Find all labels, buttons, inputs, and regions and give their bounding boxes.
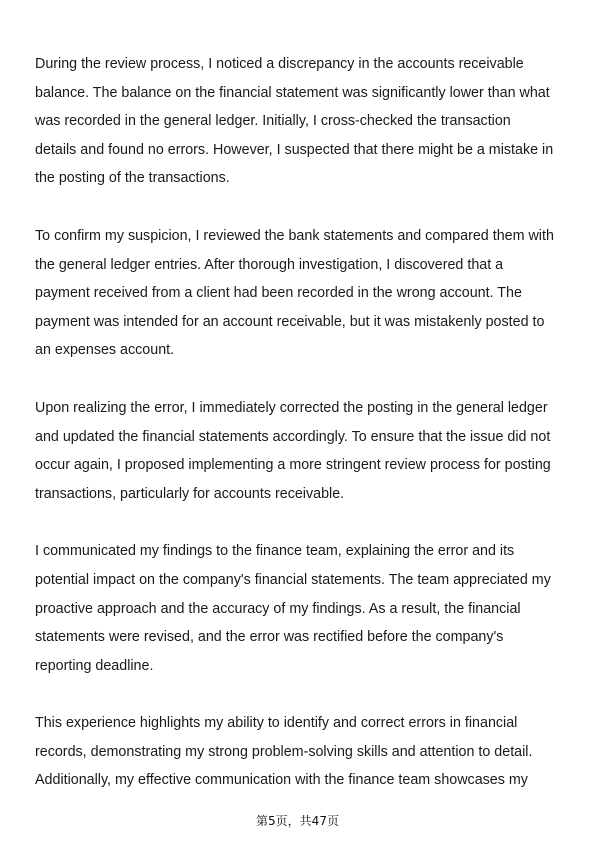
text-line: proactive approach and the accuracy of my findings. As a result, the financial	[35, 600, 521, 617]
text-line: was recorded in the general ledger. Initially, I cross-checked the transaction	[35, 113, 511, 130]
paragraph-investigation	[35, 222, 567, 365]
text-line: occur again, I proposed implementing a more stringent review process for posting	[35, 457, 551, 474]
text-line: balance. The balance on the financial statement was significantly lower than what	[35, 84, 550, 101]
paragraph-conclusion	[35, 709, 567, 795]
text-line: payment was intended for an account receivable, but it was mistakenly posted to	[35, 313, 545, 330]
paragraph-correction	[35, 394, 567, 508]
paragraph-communication	[35, 537, 567, 680]
text-line: records, demonstrating my strong problem-solving skills and attention to detail.	[35, 743, 533, 760]
text-line: transactions, particularly for accounts receivable.	[35, 485, 345, 502]
page-number-footer: 第5页，共47页	[256, 814, 339, 828]
text-line: an expenses account.	[35, 342, 175, 359]
document-body	[35, 50, 567, 824]
text-line: the posting of the transactions.	[35, 170, 230, 187]
text-line: During the review process, I noticed a discrepancy in the accounts receivable	[35, 56, 524, 72]
text-line: and updated the financial statements accordingly. To ensure that the issue did not	[35, 428, 551, 445]
paragraph-discrepancy	[35, 50, 567, 193]
text-line: I communicated my findings to the finance team, explaining the error and its	[35, 543, 515, 560]
text-line: This experience highlights my ability to identify and correct errors in financial	[35, 715, 518, 732]
text-line: Upon realizing the error, I immediately corrected the posting in the general ledger	[35, 399, 548, 416]
text-line: details and found no errors. However, I suspected that there might be a mistake in	[35, 141, 554, 158]
text-line: Additionally, my effective communication with the finance team showcases my	[35, 772, 528, 789]
text-line: statements were revised, and the error was rectified before the company's	[35, 629, 504, 646]
text-line: payment received from a client had been recorded in the wrong account. The	[35, 285, 522, 302]
text-line: the general ledger entries. After thorough investigation, I discovered that a	[35, 256, 504, 273]
text-line: To confirm my suspicion, I reviewed the bank statements and compared them with	[35, 227, 554, 244]
text-line: potential impact on the company's financial statements. The team appreciated my	[35, 571, 551, 588]
text-line: reporting deadline.	[35, 657, 154, 674]
